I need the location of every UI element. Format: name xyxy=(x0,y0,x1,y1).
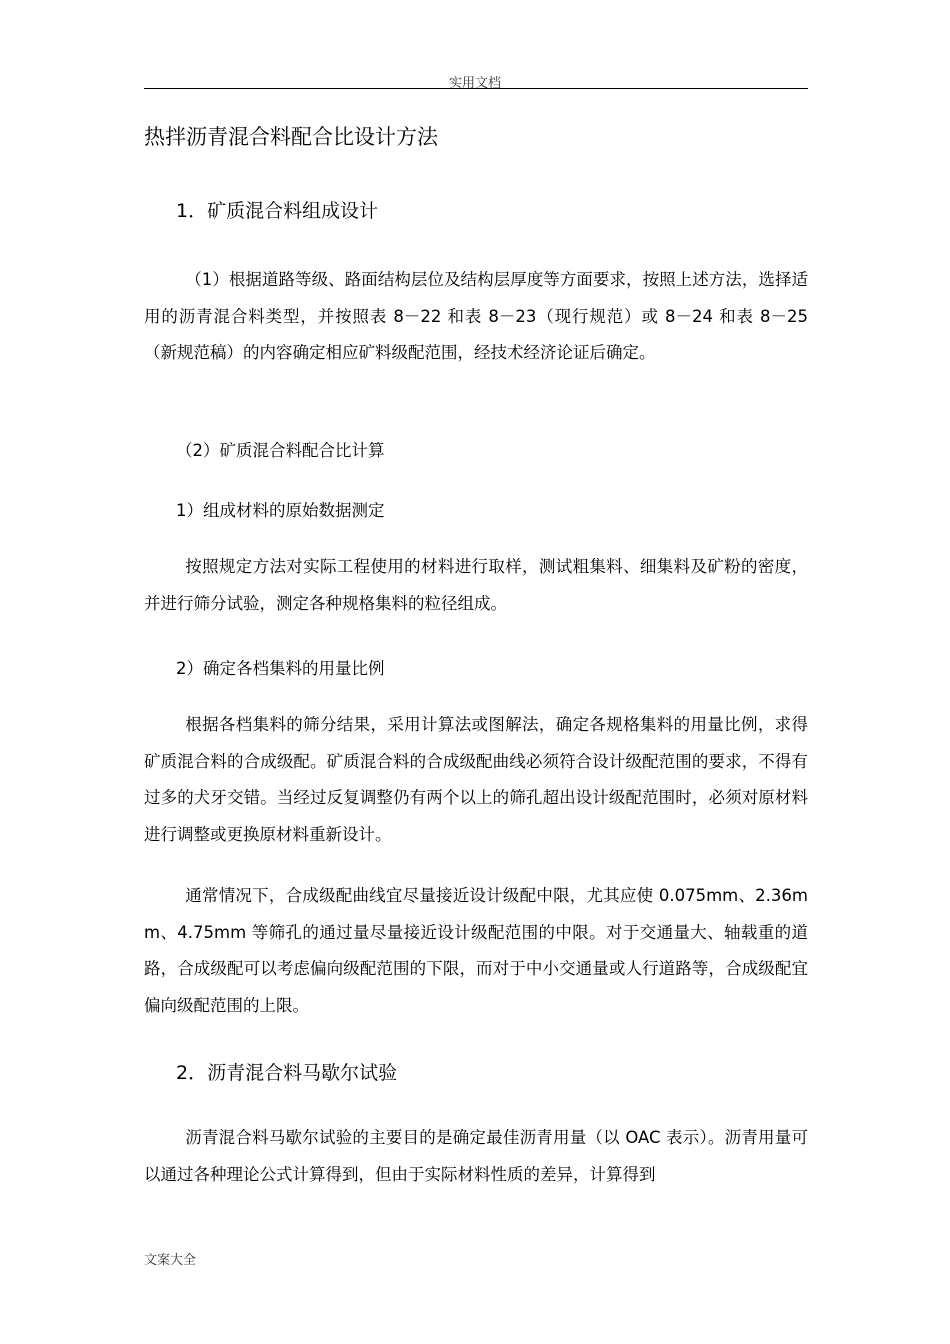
section-2-paragraph-1: 沥青混合料马歇尔试验的主要目的是确定最佳沥青用量（以 OAC 表示）。沥青用量可以通过各种理论公式计算得到，但由于实际材料性质的差异，计算得到 xyxy=(144,1128,808,1184)
section-2-heading: 2．沥青混合料马歇尔试验 xyxy=(176,1062,398,1084)
header-divider xyxy=(144,88,808,89)
subsection-2-1-heading: 1）组成材料的原始数据测定 xyxy=(176,501,385,520)
page-header: 实用文档 xyxy=(448,76,501,91)
subsection-2-heading: （2）矿质混合料配合比计算 xyxy=(176,441,385,460)
section-1-heading: 1．矿质混合料组成设计 xyxy=(176,200,379,222)
section-1-paragraph-4: 通常情况下，合成级配曲线宜尽量接近设计级配中限，尤其应使 0.075mm、2.36mm、4.75mm 等筛孔的通过量尽量接近设计级配范围的中限。对于交通量大、轴载重的道路，合成级配可以考虑偏向级配范围的下限，而对于中小交通量或人行道路等，合成级配宜偏向级配范围的上限。 xyxy=(144,886,808,1015)
section-1-paragraph-2: 按照规定方法对实际工程使用的材料进行取样，测试粗集料、细集料及矿粉的密度，并进行筛分试验，测定各种规格集料的粒径组成。 xyxy=(144,557,808,613)
page-footer: 文案大全 xyxy=(144,1253,197,1268)
subsection-2-2-heading: 2）确定各档集料的用量比例 xyxy=(176,659,385,678)
section-1-paragraph-3: 根据各档集料的筛分结果，采用计算法或图解法，确定各规格集料的用量比例，求得矿质混合料的合成级配。矿质混合料的合成级配曲线必须符合设计级配范围的要求，不得有过多的犬牙交错。当经过反复调整仍有两个以上的筛孔超出设计级配范围时，必须对原材料进行调整或更换原材料重新设计。 xyxy=(144,715,808,844)
document-title: 热拌沥青混合料配合比设计方法 xyxy=(144,125,438,149)
section-1-paragraph-1: （1）根据道路等级、路面结构层位及结构层厚度等方面要求，按照上述方法，选择适用的沥青混合料类型，并按照表 8－22 和表 8－23（现行规范）或 8－24 和表 8－25（新规范稿）的内容确定相应矿料级配范围，经技术经济论证后确定。 xyxy=(144,270,808,362)
